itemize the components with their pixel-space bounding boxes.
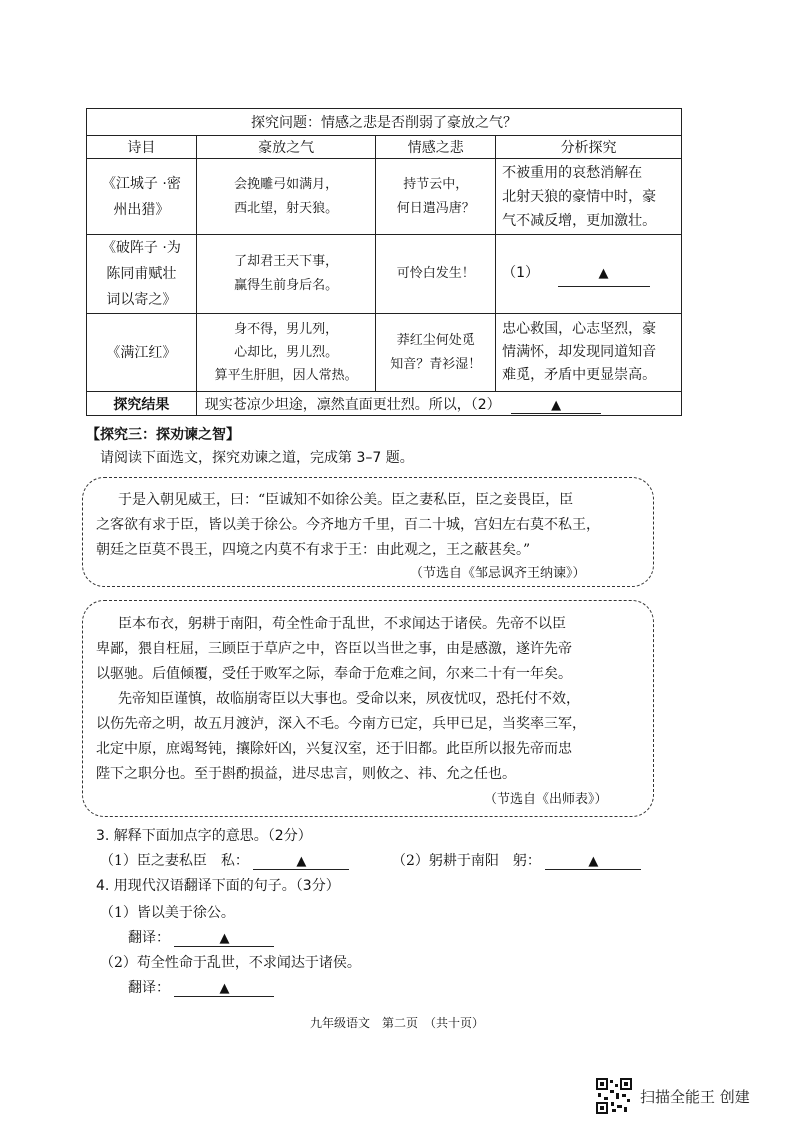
translate-label: 翻译： [128, 930, 170, 946]
question-4-stem: 4. 用现代汉语翻译下面的句子。（3分） [96, 878, 340, 894]
result-label: 探究结果 [87, 392, 197, 416]
table-title: 探究问题：情感之悲是否削弱了豪放之气？ [87, 109, 682, 136]
passage-1-source: （节选自《邹忌讽齐王纳谏》） [410, 566, 586, 581]
translate-label: 翻译： [128, 980, 170, 996]
watermark-text: 扫描全能王 创建 [640, 1088, 750, 1106]
translate-row-1 [128, 927, 274, 947]
header-bei: 情感之悲 [376, 136, 496, 159]
qr-code-icon [596, 1078, 632, 1114]
quote-line: 会挽雕弓如满月， [234, 176, 339, 192]
question-3-item-1-text: （1）臣之妻私臣 私： [100, 853, 249, 869]
hao-cell [196, 235, 376, 314]
quote-line: 何日遣冯唐？ [396, 200, 475, 216]
quote-line: 知音？青衫湿！ [390, 356, 482, 372]
quote-line: 算平生肝胆，因人常热。 [214, 368, 358, 383]
question-4-sentence-2: （2）苟全性命于乱世，不求闻达于诸侯。 [100, 955, 361, 971]
poem-title-cell [87, 235, 197, 314]
passage-1-line: 朝廷之臣莫不畏王，四境之内莫不有求于王：由此观之，王之蔽甚矣。” [96, 542, 531, 558]
poem-title-line: 《江城子 ·密 [101, 175, 181, 192]
triangle-marker-icon: ▲ [296, 854, 307, 869]
passage-2-line: 先帝知臣谨慎，故临崩寄臣以大事也。受命以来，夙夜忧叹，恐托付不效， [118, 691, 580, 707]
passage-1-line: 于是入朝见威王，曰：“臣诚知不如徐公美。臣之妻私臣，臣之妾畏臣，臣 [118, 492, 574, 508]
triangle-marker-icon: ▲ [219, 931, 230, 946]
inquiry-table [86, 108, 682, 416]
passage-2-line: 北定中原，庶竭驽钝，攘除奸凶，兴复汉室，还于旧都。此臣所以报先帝而忠 [96, 741, 572, 757]
analysis-cell [496, 314, 682, 392]
table-row [87, 235, 682, 314]
question-3-item-2 [392, 850, 641, 870]
result-cell [196, 392, 681, 416]
answer-blank-1[interactable] [558, 261, 650, 287]
analysis-cell [496, 159, 682, 235]
page-footer: 九年级语文 第二页 （共十页） [309, 1016, 484, 1030]
quote-line: 可怜白发生！ [396, 266, 475, 281]
question-4-sentence-1: （1）皆以美于徐公。 [100, 905, 235, 921]
bei-cell [376, 159, 496, 235]
analysis-line: 北射天狼的豪情中时，豪 [502, 188, 657, 205]
hao-cell [196, 159, 376, 235]
result-text: 现实苍凉少坦途，凛然直面更壮烈。所以，（2） [204, 396, 501, 413]
header-poem: 诗目 [87, 136, 197, 159]
question-3-stem: 3. 解释下面加点字的意思。（2分） [96, 828, 312, 844]
header-analysis: 分析探究 [496, 136, 682, 159]
analysis-line: 忠心救国，心志坚烈，豪 [502, 321, 657, 337]
poem-title-line: 《破阵子 ·为 [101, 240, 181, 256]
poem-title-line: 州出猎》 [113, 201, 170, 218]
answer-blank-q3-1[interactable] [253, 853, 349, 870]
quote-line: 心却比，男儿烈。 [234, 345, 339, 360]
quote-line: 西北望，射天狼。 [234, 200, 339, 216]
passage-2-line: 陛下之职分也。至于斟酌损益，进尽忠言，则攸之、祎、允之任也。 [96, 766, 516, 782]
hao-cell [196, 314, 376, 392]
analysis-line: 难觅，矛盾中更显崇高。 [502, 367, 657, 383]
bei-cell [376, 235, 496, 314]
poem-title-line: 陈同甫赋壮 [106, 266, 177, 282]
analysis-cell [496, 235, 682, 314]
passage-1-line: 之客欲有求于臣，皆以美于徐公。今齐地方千里，百二十城，宫妇左右莫不私王， [96, 517, 600, 533]
quote-line: 赢得生前身后名。 [234, 278, 339, 293]
analysis-line: 不被重用的哀愁消解在 [502, 164, 643, 181]
quote-line: 莽红尘何处觅 [396, 332, 475, 348]
translate-row-2 [128, 977, 274, 997]
passage-2-line: 以伤先帝之明，故五月渡泸，深入不毛。今南方已定，兵甲已足，当奖率三军， [96, 716, 586, 732]
section-intro: 请阅读下面选文，探究劝谏之道，完成第 3–7 题。 [100, 450, 414, 466]
result-row [87, 392, 682, 416]
answer-blank-q4-1[interactable] [174, 930, 274, 947]
analysis-line: 情满怀，却发现同道知音 [502, 344, 657, 360]
quote-line: 身不得，男儿列， [234, 322, 339, 337]
triangle-marker-icon: ▲ [219, 981, 230, 996]
header-hao: 豪放之气 [196, 136, 376, 159]
answer-number: （1） [502, 265, 540, 281]
question-3-item-2-text: （2）躬耕于南阳 躬： [392, 853, 541, 869]
table-row [87, 159, 682, 235]
poem-title-cell: 《满江红》 [87, 314, 197, 392]
triangle-marker-icon: ▲ [588, 854, 599, 869]
answer-blank-q3-2[interactable] [545, 853, 641, 870]
passage-2-line: 卑鄙，猥自枉屈，三顾臣于草庐之中，咨臣以当世之事，由是感激，遂许先帝 [96, 641, 572, 657]
passage-2-line: 以驱驰。后值倾覆，受任于败军之际，奉命于危难之间，尔来二十有一年矣。 [96, 666, 572, 682]
passage-2-source: （节选自《出师表》） [484, 792, 608, 807]
answer-blank-q4-2[interactable] [174, 980, 274, 997]
quote-line: 了却君王天下事， [234, 254, 339, 269]
triangle-marker-icon: ▲ [598, 266, 609, 281]
question-3-item-1 [100, 850, 349, 870]
poem-title-cell [87, 159, 197, 235]
table-row [87, 314, 682, 392]
answer-blank-2[interactable] [511, 397, 601, 414]
passage-2-line: 臣本布衣，躬耕于南阳，苟全性命于乱世，不求闻达于诸侯。先帝不以臣 [118, 616, 566, 632]
section-heading: 【探究三：探劝谏之智】 [86, 427, 240, 443]
analysis-line: 气不减反增，更加激壮。 [502, 212, 657, 229]
quote-line: 持节云中， [403, 176, 469, 192]
bei-cell [376, 314, 496, 392]
poem-title-line: 词以寄之》 [106, 292, 177, 308]
triangle-marker-icon: ▲ [551, 397, 562, 413]
